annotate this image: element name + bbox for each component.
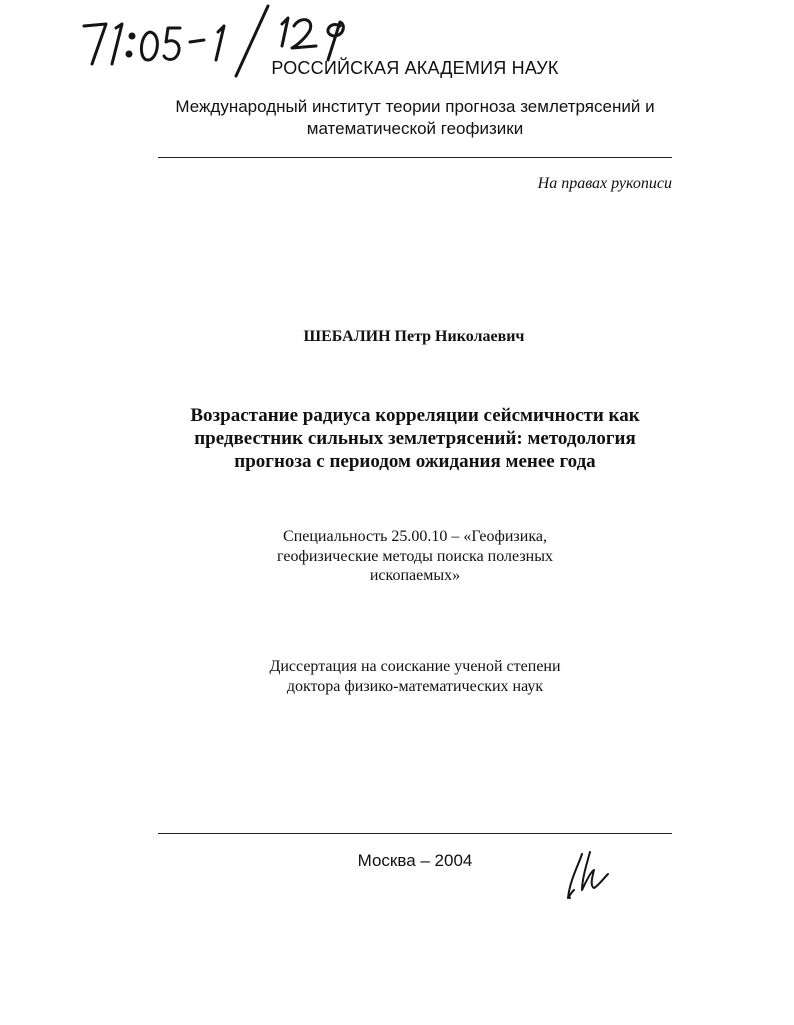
degree-statement [190,657,640,697]
manuscript-rights-note: На правах рукописи [537,175,672,192]
specialty-line: Специальность 25.00.10 – «Геофизика, [283,528,547,545]
specialty-line: геофизические методы поиска полезных [277,547,553,565]
dissertation-title [150,404,680,473]
institute-line: Международный институт теории прогноза землетрясений и [175,97,655,116]
degree-line: доктора физико-математических наук [286,678,544,695]
specialty-block [190,527,640,586]
academy-name: РОССИЙСКАЯ АКАДЕМИЯ НАУК [271,58,559,78]
title-line: предвестник сильных землетрясений: методология [194,428,636,449]
author-name: ШЕБАЛИН Петр Николаевич [303,328,525,345]
title-line: Возрастание радиуса корреляции сейсмичности как [190,405,640,426]
city-year: Москва – 2004 [357,851,473,870]
institute-name [150,96,680,140]
degree-line: Диссертация на соискание ученой степени [269,658,561,675]
institute-line: математической геофизики [306,119,524,138]
title-line: прогноза с периодом ожидания менее года [234,451,596,472]
specialty-line: ископаемых» [369,567,461,584]
header-divider [158,157,672,158]
footer-divider [158,833,672,834]
signature-mark [560,850,612,902]
